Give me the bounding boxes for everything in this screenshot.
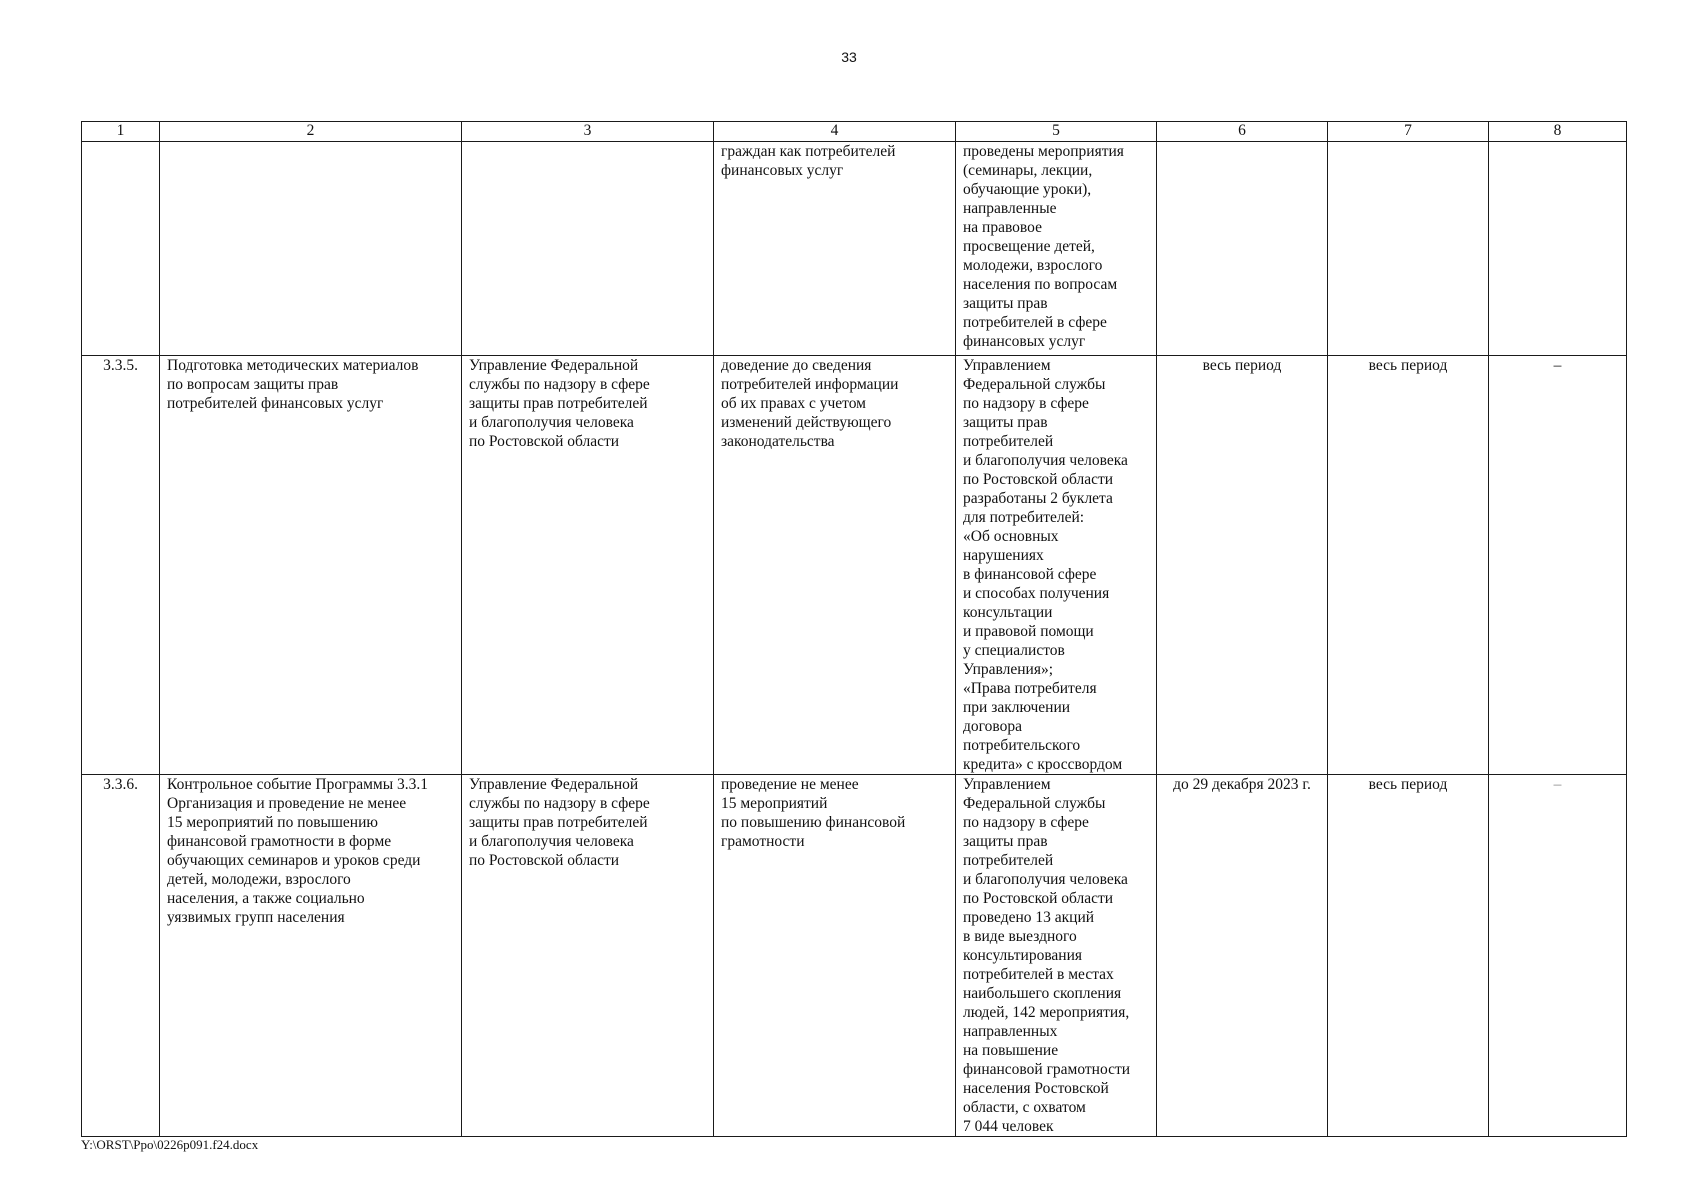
- cell-text-line: законодательства: [721, 433, 835, 450]
- cell-text-line: Управлением: [963, 357, 1051, 374]
- cell-text-line: уязвимых групп населения: [167, 909, 345, 926]
- cell-text-line: граждан как потребителей: [721, 143, 896, 160]
- cell-text-line: потребителей: [963, 852, 1054, 869]
- cell-text-line: проведение не менее: [721, 776, 859, 793]
- cell-text-line: защиты прав потребителей: [469, 814, 648, 831]
- cell-number: 3.3.5.: [82, 356, 160, 775]
- cell-text-line: по Ростовской области: [963, 471, 1114, 488]
- cell-actual-date: весь период: [1328, 356, 1489, 775]
- cell-text-line: и способах получения: [963, 585, 1110, 602]
- cell-text-line: консультации: [963, 604, 1053, 621]
- cell-executor: [462, 142, 714, 356]
- cell-executor: [462, 775, 714, 1137]
- cell-text-line: финансовых услуг: [721, 162, 844, 179]
- cell-text-line: молодежи, взрослого: [963, 257, 1103, 274]
- cell-text-line: области, с охватом: [963, 1099, 1086, 1116]
- cell-text-line: обучающие уроки),: [963, 181, 1092, 198]
- cell-text-line: просвещение детей,: [963, 238, 1095, 255]
- cell-text-line: Управление Федеральной: [469, 776, 639, 793]
- cell-text-line: изменений действующего: [721, 414, 892, 431]
- cell-text-line: проведено 13 акций: [963, 909, 1095, 926]
- cell-expected-result: [714, 142, 956, 356]
- column-header: 3: [462, 122, 714, 142]
- cell-text-line: наибольшего скопления: [963, 985, 1122, 1002]
- cell-text-line: доведение до сведения: [721, 357, 872, 374]
- cell-event-name: [160, 142, 462, 356]
- cell-text-line: нарушениях: [963, 547, 1044, 564]
- cell-text-line: Контрольное событие Программы 3.3.1: [167, 776, 429, 793]
- cell-text-line: в финансовой сфере: [963, 566, 1097, 583]
- cell-text-line: Организация и проведение не менее: [167, 795, 407, 812]
- column-header: 2: [160, 122, 462, 142]
- cell-text-line: в виде выездного: [963, 928, 1077, 945]
- column-header: 6: [1157, 122, 1328, 142]
- cell-text-line: Управления»;: [963, 661, 1054, 678]
- cell-text-line: потребителей информации: [721, 376, 899, 393]
- cell-text-line: Федеральной службы: [963, 376, 1106, 393]
- cell-text-line: защиты прав: [963, 414, 1048, 431]
- cell-reasons: –: [1489, 775, 1627, 1137]
- cell-number: [82, 142, 160, 356]
- cell-text-line: населения по вопросам: [963, 276, 1118, 293]
- cell-text-line: «Права потребителя: [963, 680, 1097, 697]
- cell-text-line: на повышение: [963, 1042, 1059, 1059]
- cell-text-line: финансовой грамотности: [963, 1061, 1131, 1078]
- column-header: 1: [82, 122, 160, 142]
- cell-text-line: защиты прав потребителей: [469, 395, 648, 412]
- cell-expected-result: [714, 356, 956, 775]
- cell-text-line: по Ростовской области: [469, 433, 620, 450]
- cell-actual-result: [956, 356, 1157, 775]
- cell-planned-date: до 29 декабря 2023 г.: [1157, 775, 1328, 1137]
- cell-event-name: [160, 356, 462, 775]
- cell-number: 3.3.6.: [82, 775, 160, 1137]
- cell-text-line: по надзору в сфере: [963, 395, 1089, 412]
- cell-expected-result: [714, 775, 956, 1137]
- cell-text-line: договора: [963, 718, 1022, 735]
- cell-text-line: на правовое: [963, 219, 1042, 236]
- cell-text-line: потребителей финансовых услуг: [167, 395, 384, 412]
- cell-text-line: направленных: [963, 1023, 1058, 1040]
- cell-text-line: потребителей в местах: [963, 966, 1114, 983]
- cell-text-line: по Ростовской области: [469, 852, 620, 869]
- cell-reasons: –: [1489, 356, 1627, 775]
- cell-text-line: потребителей в сфере: [963, 314, 1107, 331]
- cell-text-line: Управлением: [963, 776, 1051, 793]
- cell-text-line: и благополучия человека: [469, 833, 634, 850]
- cell-actual-result: [956, 775, 1157, 1137]
- table-row: [82, 356, 1627, 775]
- cell-text-line: Подготовка методических материалов: [167, 357, 419, 374]
- cell-text-line: по повышению финансовой: [721, 814, 906, 831]
- cell-text-line: детей, молодежи, взрослого: [167, 871, 351, 888]
- table-header-row: [82, 122, 1627, 142]
- cell-text-line: людей, 142 мероприятия,: [963, 1004, 1130, 1021]
- cell-text-line: обучающих семинаров и уроков среди: [167, 852, 421, 869]
- cell-text-line: и благополучия человека: [963, 452, 1128, 469]
- column-header: 4: [714, 122, 956, 142]
- cell-text-line: и благополучия человека: [963, 871, 1128, 888]
- cell-reasons: [1489, 142, 1627, 356]
- cell-text-line: службы по надзору в сфере: [469, 795, 650, 812]
- table-row: [82, 142, 1627, 356]
- column-header: 7: [1328, 122, 1489, 142]
- column-header: 8: [1489, 122, 1627, 142]
- plan-table: [81, 121, 1627, 1137]
- cell-text-line: консультирования: [963, 947, 1083, 964]
- cell-text-line: потребителей: [963, 433, 1054, 450]
- cell-text-line: 7 044 человек: [963, 1118, 1054, 1135]
- cell-text-line: направленные: [963, 200, 1057, 217]
- cell-executor: [462, 356, 714, 775]
- cell-actual-date: [1328, 142, 1489, 356]
- cell-text-line: при заключении: [963, 699, 1071, 716]
- cell-text-line: защиты прав: [963, 295, 1048, 312]
- table-row: [82, 775, 1627, 1137]
- cell-text-line: разработаны 2 буклета: [963, 490, 1113, 507]
- column-header: 5: [956, 122, 1157, 142]
- cell-text-line: и правовой помощи: [963, 623, 1094, 640]
- cell-actual-result: [956, 142, 1157, 356]
- cell-actual-date: весь период: [1328, 775, 1489, 1137]
- cell-text-line: об их правах с учетом: [721, 395, 866, 412]
- cell-text-line: 15 мероприятий по повышению: [167, 814, 378, 831]
- cell-text-line: для потребителей:: [963, 509, 1085, 526]
- cell-text-line: финансовой грамотности в форме: [167, 833, 392, 850]
- cell-text-line: службы по надзору в сфере: [469, 376, 650, 393]
- cell-text-line: по Ростовской области: [963, 890, 1114, 907]
- cell-text-line: населения, а также социально: [167, 890, 365, 907]
- cell-text-line: Федеральной службы: [963, 795, 1106, 812]
- cell-text-line: населения Ростовской: [963, 1080, 1109, 1097]
- cell-text-line: и благополучия человека: [469, 414, 634, 431]
- footer-file-path: Y:\ORST\Ppo\0226p091.f24.docx: [81, 1137, 259, 1152]
- cell-text-line: грамотности: [721, 833, 805, 850]
- cell-text-line: по вопросам защиты прав: [167, 376, 339, 393]
- cell-text-line: потребительского: [963, 737, 1081, 754]
- cell-text-line: у специалистов: [963, 642, 1065, 659]
- cell-planned-date: [1157, 142, 1328, 356]
- cell-text-line: проведены мероприятия: [963, 143, 1124, 160]
- page-number: 33: [841, 49, 857, 65]
- cell-text-line: Управление Федеральной: [469, 357, 639, 374]
- cell-text-line: 15 мероприятий: [721, 795, 828, 812]
- cell-text-line: финансовых услуг: [963, 333, 1086, 350]
- cell-text-line: «Об основных: [963, 528, 1059, 545]
- cell-text-line: защиты прав: [963, 833, 1048, 850]
- cell-text-line: по надзору в сфере: [963, 814, 1089, 831]
- cell-text-line: (семинары, лекции,: [963, 162, 1093, 179]
- cell-text-line: кредита» с кроссвордом: [963, 756, 1123, 773]
- cell-event-name: [160, 775, 462, 1137]
- cell-planned-date: весь период: [1157, 356, 1328, 775]
